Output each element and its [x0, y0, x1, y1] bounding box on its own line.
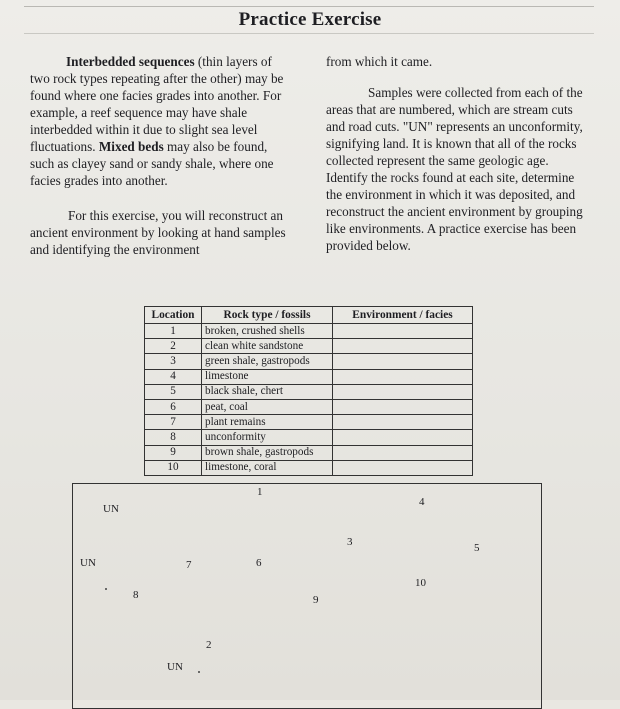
text-mixed-beds: may also be found, such as clayey sand or sandy shale, where one facies grades into another. [30, 139, 274, 188]
map-marker-10: 10 [415, 577, 426, 589]
map-marker-2: 2 [206, 639, 212, 651]
location-cell: 1 [145, 324, 202, 339]
table-row [145, 399, 473, 414]
continuation-text: from which it came. [326, 54, 433, 69]
location-cell: 9 [145, 445, 202, 460]
table-row [145, 415, 473, 430]
location-cell: 3 [145, 354, 202, 369]
environment-cell[interactable] [333, 415, 473, 430]
paragraph-interbedded [30, 53, 292, 189]
table-row [145, 445, 473, 460]
map-point [198, 671, 200, 673]
location-cell: 4 [145, 369, 202, 384]
rock-cell: peat, coal [202, 399, 333, 414]
location-cell: 5 [145, 384, 202, 399]
location-cell: 10 [145, 460, 202, 475]
map-marker-4: 4 [419, 496, 425, 508]
environment-cell[interactable] [333, 399, 473, 414]
map-marker-1: 1 [257, 486, 263, 498]
location-cell: 2 [145, 339, 202, 354]
map-marker-6: 6 [256, 557, 262, 569]
table-row [145, 354, 473, 369]
location-cell: 7 [145, 415, 202, 430]
environment-cell[interactable] [333, 384, 473, 399]
sample-location-map [72, 483, 542, 709]
exercise-intro-text: For this exercise, you will reconstruct an ancient environment by looking at hand samples and identifying the environment [30, 208, 286, 257]
rock-cell: brown shale, gastropods [202, 445, 333, 460]
map-point [105, 588, 107, 590]
environment-cell[interactable] [333, 445, 473, 460]
map-marker-7: 7 [186, 559, 192, 571]
map-marker-5: 5 [474, 542, 480, 554]
map-marker-3: 3 [347, 536, 353, 548]
environment-cell[interactable] [333, 324, 473, 339]
header-rock-type: Rock type / fossils [202, 307, 333, 324]
page-title: Practice Exercise [238, 9, 382, 30]
text-interbedded: (thin layers of two rock types repeating after the other) may be found where one facies grades into another. For example, a reef sequence may have shale interbedded within it due to slight sea level fluctuations. [30, 54, 284, 154]
table-row [145, 339, 473, 354]
map-label-unconformity: UN [167, 661, 183, 673]
header-location: Location [145, 307, 202, 324]
rock-cell: green shale, gastropods [202, 354, 333, 369]
rock-cell: limestone [202, 369, 333, 384]
environment-cell[interactable] [333, 460, 473, 475]
paragraph-exercise-intro [30, 207, 292, 258]
term-interbedded: Interbedded sequences [66, 54, 195, 69]
environment-cell[interactable] [333, 430, 473, 445]
environment-cell[interactable] [333, 354, 473, 369]
rock-cell: plant remains [202, 415, 333, 430]
map-label-unconformity: UN [103, 503, 119, 515]
environment-cell[interactable] [333, 369, 473, 384]
header-environment: Environment / facies [333, 307, 473, 324]
table-row [145, 384, 473, 399]
rock-cell: black shale, chert [202, 384, 333, 399]
samples-table [144, 306, 473, 476]
instructions-text: Samples were collected from each of the areas that are numbered, which are stream cuts and road cuts. "UN" represents an unconformity, signifying land. It is known that all of the rocks collected represent the same geologic age. Identify the rocks found at each site, determine the environment in which it was deposited, and reconstruct the ancient environment by grouping like environments. A practice exercise has been provided below. [326, 85, 583, 253]
location-cell: 8 [145, 430, 202, 445]
table-header-row [145, 307, 473, 324]
paragraph-continuation [326, 53, 588, 70]
rock-cell: unconformity [202, 430, 333, 445]
map-marker-8: 8 [133, 589, 139, 601]
table-row [145, 430, 473, 445]
rock-cell: broken, crushed shells [202, 324, 333, 339]
term-mixed-beds: Mixed beds [98, 139, 164, 154]
map-marker-9: 9 [313, 594, 319, 606]
table-row [145, 460, 473, 475]
title-rule [24, 33, 594, 34]
table-row [145, 324, 473, 339]
paragraph-instructions [326, 84, 588, 254]
rock-cell: limestone, coral [202, 460, 333, 475]
location-cell: 6 [145, 399, 202, 414]
top-border-line [24, 6, 594, 7]
rock-cell: clean white sandstone [202, 339, 333, 354]
map-label-unconformity: UN [80, 557, 96, 569]
environment-cell[interactable] [333, 339, 473, 354]
table-row [145, 369, 473, 384]
